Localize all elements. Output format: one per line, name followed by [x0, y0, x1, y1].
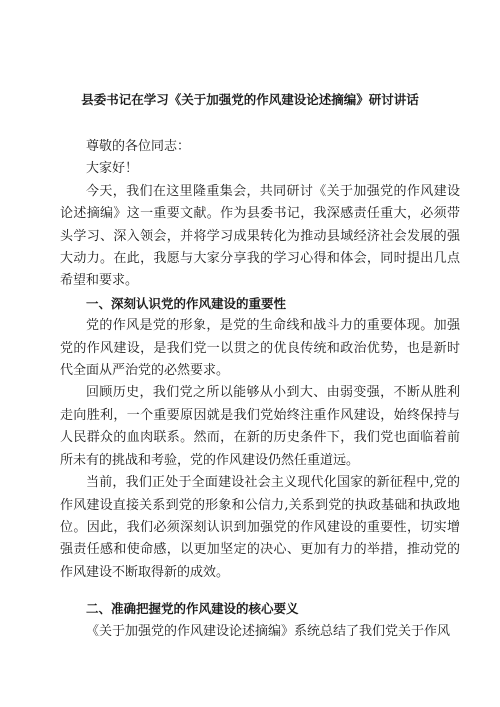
section1-paragraph-2: 回顾历史，我们党之所以能够从小到大、由弱变强，不断从胜利走向胜利，一个重要原因就是我们党始终注重作风建设，始终保持与人民群众的血肉联系。然而，在新的历史条件下，我们党也面临着前所未有的挑战和考验，党的作风建设仍然任重道远。	[60, 385, 460, 468]
document-body	[60, 136, 460, 643]
section2-paragraph-1: 《关于加强党的作风建设论述摘编》系统总结了我们党关于作风	[86, 623, 451, 639]
section-gap	[60, 584, 460, 598]
section-heading-1: 一、深刻认识党的作风建设的重要性	[86, 295, 287, 311]
salutation: 尊敬的各位同志：	[86, 139, 191, 154]
greeting: 大家好！	[86, 161, 139, 177]
document-title: 县委书记在学习《关于加强党的作风建设论述摘编》研讨讲话	[81, 92, 419, 107]
section1-paragraph-1: 党的作风是党的形象，是党的生命线和战斗力的重要体现。加强党的作风建设，是我们党一以贯之的优良传统和政治优势，也是新时代全面从严治党的必然要求。	[60, 318, 460, 379]
intro-paragraph: 今天，我们在这里隆重集会，共同研讨《关于加强党的作风建设论述摘编》这一重要文献。作为县委书记，我深感责任重大，必须带头学习、深入领会，并将学习成果转化为推动县域经济社会发展的强大动力。在此，我愿与大家分享我的学习心得和体会，同时提出几点希望和要求。	[60, 183, 460, 289]
section-heading-2: 二、准确把握党的作风建设的核心要义	[86, 601, 299, 617]
section1-paragraph-3: 当前，我们正处于全面建设社会主义现代化国家的新征程中,党的作风建设直接关系到党的形象和公信力,关系到党的执政基础和执政地位。因此，我们必须深刻认识到加强党的作风建设的重要性，切实增强责任感和使命感，以更加坚定的决心、更加有力的举措，推动党的作风建设不断取得新的成效。	[60, 475, 460, 580]
